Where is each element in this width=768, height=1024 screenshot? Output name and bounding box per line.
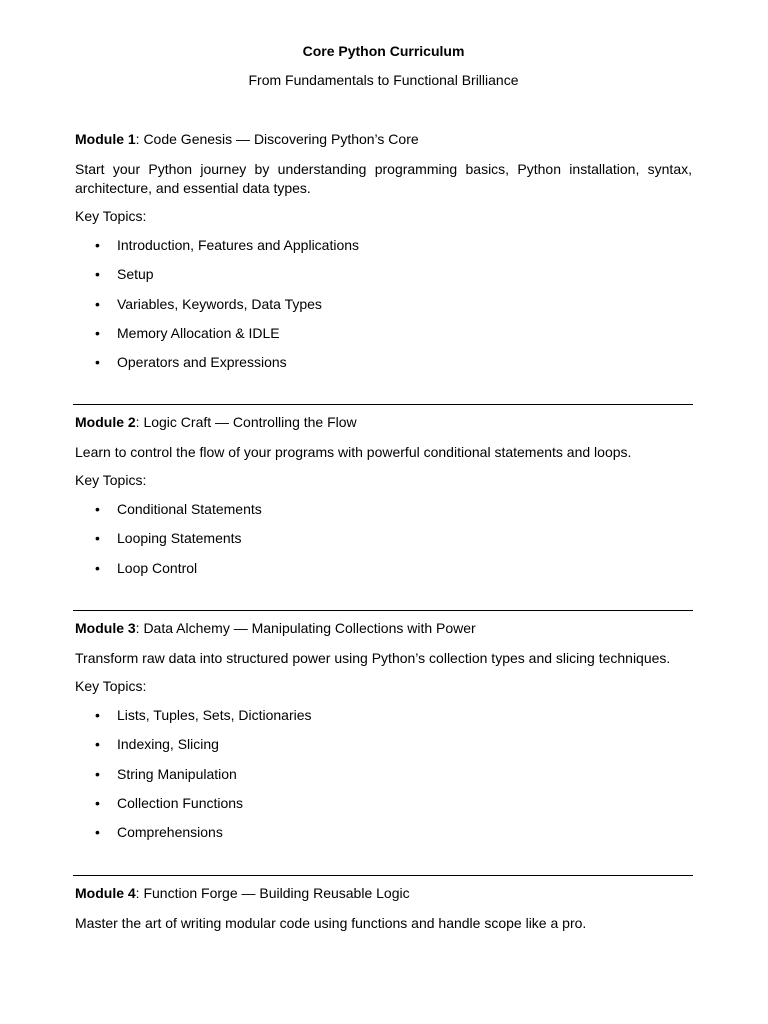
topic-item (75, 736, 692, 753)
bullet-icon: • (95, 736, 100, 753)
section-divider (73, 404, 693, 405)
module-1-topic-list (75, 237, 692, 371)
bullet-icon: • (95, 354, 100, 371)
topic-text: Lists, Tuples, Sets, Dictionaries (117, 707, 312, 723)
bullet-icon: • (95, 530, 100, 547)
module-3-section (75, 620, 692, 853)
bullet-icon: • (95, 324, 100, 341)
module-2-section (75, 414, 692, 589)
module-2-key-topics-label: Key Topics: (75, 472, 147, 488)
module-1-key-topics-label: Key Topics: (75, 208, 147, 224)
bullet-icon: • (95, 794, 100, 811)
section-divider (73, 875, 693, 876)
topic-text: String Manipulation (117, 765, 237, 782)
bullet-icon: • (95, 501, 100, 517)
topic-text: Collection Functions (117, 794, 244, 811)
topic-text: Indexing, Slicing (117, 736, 219, 753)
topic-item (75, 530, 692, 547)
module-4-description: Master the art of writing modular code using functions and handle scope like a pro. (75, 915, 587, 931)
module-3-title: : Data Alchemy — Manipulating Collections with Power (135, 620, 476, 636)
bullet-icon: • (95, 707, 100, 723)
module-2-title: : Logic Craft — Controlling the Flow (135, 414, 357, 430)
module-4-title: : Function Forge — Building Reusable Logic (135, 885, 410, 901)
topic-item (75, 237, 692, 254)
module-1-title: : Code Genesis — Discovering Python’s Core (135, 131, 419, 147)
bullet-icon: • (95, 824, 100, 841)
module-2-heading (75, 414, 692, 431)
module-3-key-topics-label: Key Topics: (75, 678, 147, 694)
module-3-description: Transform raw data into structured power using Python’s collection types and slicing techniques. (75, 650, 671, 666)
topic-text: Introduction, Features and Applications (117, 237, 360, 253)
topic-text: Conditional Statements (117, 501, 262, 517)
topic-item (75, 824, 692, 841)
topic-text: Comprehensions (117, 824, 223, 841)
module-1-label: Module 1 (75, 131, 136, 147)
topic-text: Variables, Keywords, Data Types (117, 295, 322, 312)
module-4-section (75, 885, 692, 933)
module-1-description: Start your Python journey by understanding programming basics, Python installation, syntax, architecture, and essential data types. (75, 161, 692, 196)
topic-text: Looping Statements (117, 530, 242, 547)
module-2-topic-list (75, 501, 692, 577)
topic-text: Operators and Expressions (117, 354, 287, 371)
module-3-topic-list (75, 707, 692, 841)
topic-text: Memory Allocation & IDLE (117, 324, 280, 341)
module-4-heading (75, 885, 692, 902)
topic-item (75, 354, 692, 371)
topic-item (75, 325, 692, 342)
bullet-icon: • (95, 295, 100, 312)
module-3-label: Module 3 (75, 620, 136, 636)
bullet-icon: • (95, 237, 100, 253)
bullet-icon: • (95, 559, 100, 576)
module-4-label: Module 4 (75, 885, 136, 901)
module-3-heading (75, 620, 692, 637)
topic-item (75, 560, 692, 577)
bullet-icon: • (95, 266, 100, 283)
module-2-label: Module 2 (75, 414, 136, 430)
module-1-heading (75, 131, 692, 148)
topic-item (75, 707, 692, 724)
topic-item (75, 296, 692, 313)
topic-item (75, 795, 692, 812)
module-2-description: Learn to control the flow of your programs with powerful conditional statements and loops. (75, 444, 632, 460)
bullet-icon: • (95, 765, 100, 782)
module-1-section (75, 131, 692, 383)
topic-text: Loop Control (117, 559, 198, 576)
topic-item (75, 266, 692, 283)
topic-item (75, 766, 692, 783)
topic-item (75, 501, 692, 518)
document-title: Core Python Curriculum (302, 43, 465, 59)
topic-text: Setup (117, 266, 154, 283)
section-divider (73, 610, 693, 611)
document-subtitle: From Fundamentals to Functional Brilliance (248, 72, 519, 88)
